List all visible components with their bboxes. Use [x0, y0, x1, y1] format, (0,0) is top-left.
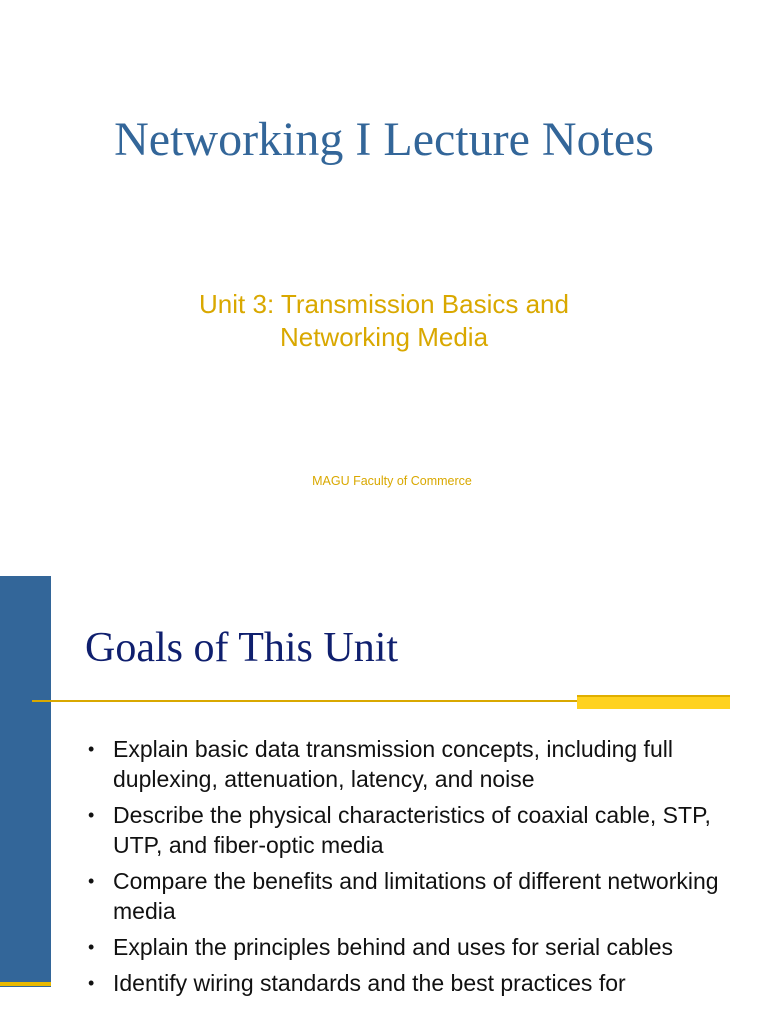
subtitle-line-2: Networking Media: [279, 322, 489, 352]
goals-title: Goals of This Unit: [85, 625, 399, 671]
bullet-text: Explain the principles behind and uses for serial cables: [113, 934, 673, 960]
list-item: [88, 968, 738, 998]
sidebar-bottom-accent: [0, 982, 51, 986]
slide-subtitle: [150, 288, 618, 354]
bullet-icon: •: [88, 937, 95, 957]
title-underline-accent: [577, 695, 730, 709]
slide-title: Networking I Lecture Notes: [114, 113, 654, 166]
list-item: [88, 734, 738, 794]
slide-footer: MAGU Faculty of Commerce: [312, 474, 472, 488]
bullet-icon: •: [88, 805, 95, 825]
bullet-icon: •: [88, 739, 95, 759]
bullet-text: Identify wiring standards and the best practices for: [113, 970, 626, 996]
bullet-icon: •: [88, 973, 95, 993]
list-item: [88, 866, 738, 926]
title-underline: [32, 700, 577, 702]
bullet-text: Compare the benefits and limitations of different networking media: [113, 868, 719, 924]
bullet-icon: •: [88, 871, 95, 891]
bullet-text: Describe the physical characteristics of coaxial cable, STP, UTP, and fiber-optic media: [113, 802, 711, 858]
goals-slide: [0, 576, 768, 1024]
goals-list: [88, 734, 738, 1004]
subtitle-line-1: Unit 3: Transmission Basics and: [199, 289, 569, 319]
bullet-text: Explain basic data transmission concepts, including full duplexing, attenuation, latency, and noise: [113, 736, 673, 792]
sidebar-accent-bar: [0, 576, 51, 987]
list-item: [88, 932, 738, 962]
title-underline-accent-edge: [577, 695, 730, 697]
list-item: [88, 800, 738, 860]
